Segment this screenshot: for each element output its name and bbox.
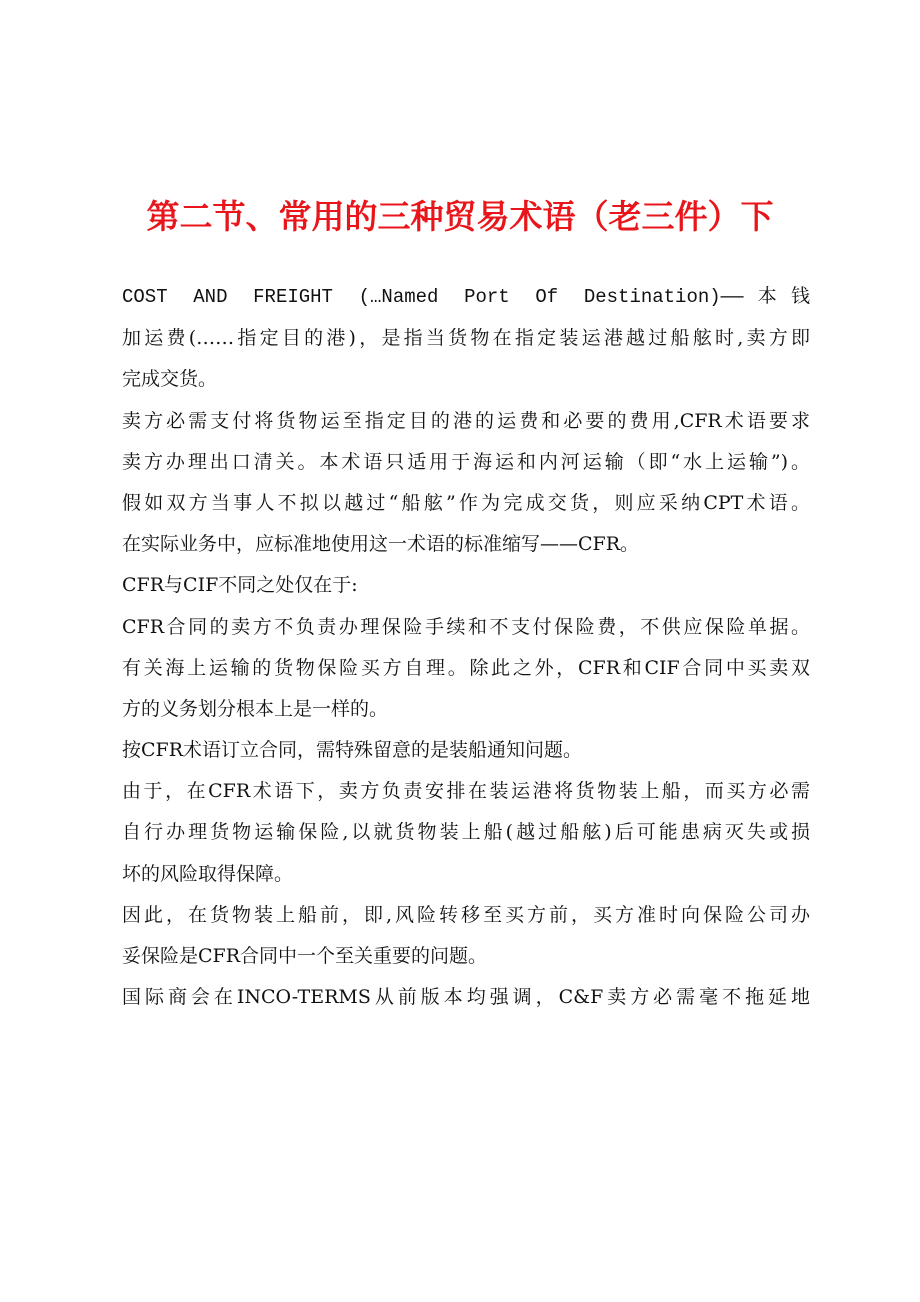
text-line: 完成交货。 [122, 368, 218, 391]
text-line: 有关海上运输的货物保险买方自理。除此之外，CFR和CIF合同中买卖双 [122, 656, 810, 679]
text-line: COST AND FREIGHT (…Named Port Of Destination)——本钱 [122, 286, 810, 308]
text-line: 加运费(……指定目的港)，是指当货物在指定装运港越过船舷时,卖方即 [122, 327, 810, 350]
text-line: 方的义务划分根本上是一样的。 [122, 697, 389, 720]
text-line: 妥保险是CFR合同中一个至关重要的问题。 [122, 945, 488, 967]
text-line: 由于，在CFR术语下，卖方负责安排在装运港将货物装上船，而买方必需 [122, 780, 810, 803]
text-line: 卖方必需支付将货物运至指定目的港的运费和必要的费用,CFR术语要求 [122, 409, 810, 432]
document-body [122, 277, 810, 1018]
text-line: 按CFR术语订立合同，需特殊留意的是装船通知问题。 [122, 739, 583, 762]
text-line: 假如双方当事人不拟以越过“船舷”作为完成交货，则应采纳CPT术语。 [122, 491, 810, 514]
text-line: 因此，在货物装上船前，即,风险转移至买方前，买方准时向保险公司办 [122, 903, 810, 926]
text-line: 坏的风险取得保障。 [122, 862, 294, 885]
text-line: 国际商会在INCO-TERMS从前版本均强调，C&F卖方必需毫不拖延地 [122, 986, 810, 1009]
text-line: 自行办理货物运输保险,以就货物装上船(越过船舷)后可能患病灭失或损 [122, 821, 810, 844]
text-line: 在实际业务中，应标准地使用这一术语的标准缩写——CFR。 [122, 533, 640, 556]
text-line: 卖方办理出口清关。本术语只适用于海运和内河运输（即“水上运输”)。 [122, 450, 810, 473]
document-title: 第二节、常用的三种贸易术语（老三件）下 [146, 197, 774, 236]
text-line: CFR合同的卖方不负责办理保险手续和不支付保险费，不供应保险单据。 [122, 615, 810, 638]
text-line: CFR与CIF不同之处仅在于: [122, 574, 358, 597]
